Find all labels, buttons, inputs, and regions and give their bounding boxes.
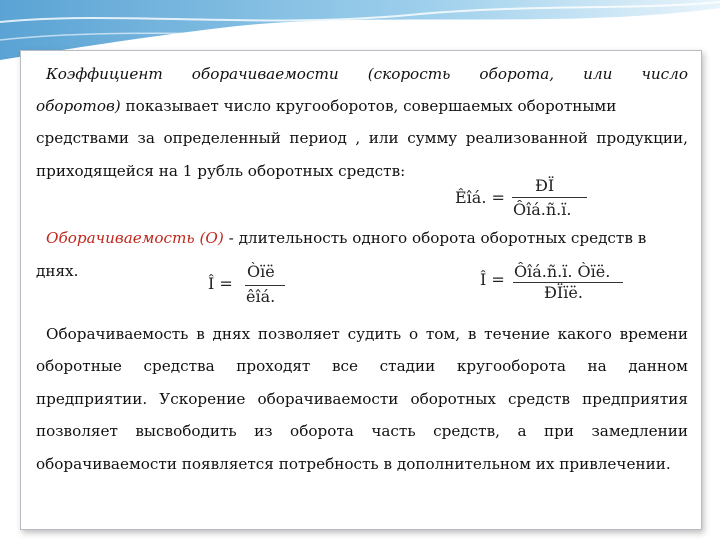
term-turnover-days: Оборачиваемость (О) xyxy=(46,229,224,247)
p1-line4: приходящейся на 1 рубль оборотных средств: xyxy=(36,162,406,180)
term-turnovers: оборотов) xyxy=(36,97,121,115)
p1-line1 xyxy=(46,58,688,90)
formula3-lhs: Î = xyxy=(480,270,505,289)
formula2-numerator: Òïë xyxy=(247,262,275,281)
p1-line2 xyxy=(36,90,688,122)
p3-line5: оборачиваемости появляется потребность в дополнительном их привлечении. xyxy=(36,455,671,473)
p1-line2-text: показывает число кругооборотов, совершаемых оборотными xyxy=(120,97,617,115)
formula1-fraction-bar xyxy=(512,197,587,198)
p1-line3: средствами за определенный период , или сумму реализованной продукции, xyxy=(36,129,688,147)
formula1-denominator: Ôîá.ñ.ï. xyxy=(513,200,572,219)
p3-line2: оборотные средства проходят все стадии кругооборота на данном xyxy=(36,357,688,375)
formula2-denominator: êîá. xyxy=(246,287,276,306)
p3-line1: Оборачиваемость в днях позволяет судить о том, в течение какого времени xyxy=(46,325,688,343)
formula3-numerator: Ôîá.ñ.ï. Òïë. xyxy=(514,262,611,281)
term-turnover-ratio: Коэффициент оборачиваемости (скорость оборота, или число xyxy=(46,65,688,83)
formula2-fraction-bar xyxy=(245,285,285,286)
p2-line2: днях. xyxy=(36,262,79,280)
formula2-lhs: Î = xyxy=(208,274,233,293)
p3-line4: позволяет высвободить из оборота часть средств, а при замедлении xyxy=(36,422,688,440)
p2-line1 xyxy=(46,222,688,254)
formula1-lhs: Êîá. = xyxy=(455,188,505,207)
formula1-numerator: ÐÏ xyxy=(535,176,555,195)
formula3-denominator: ÐÏïë. xyxy=(544,283,583,302)
p3-line3: предприятии. Ускорение оборачиваемости оборотных средств предприятия xyxy=(36,390,688,408)
p2-line1-text: - длительность одного оборота оборотных средств в xyxy=(223,229,647,247)
